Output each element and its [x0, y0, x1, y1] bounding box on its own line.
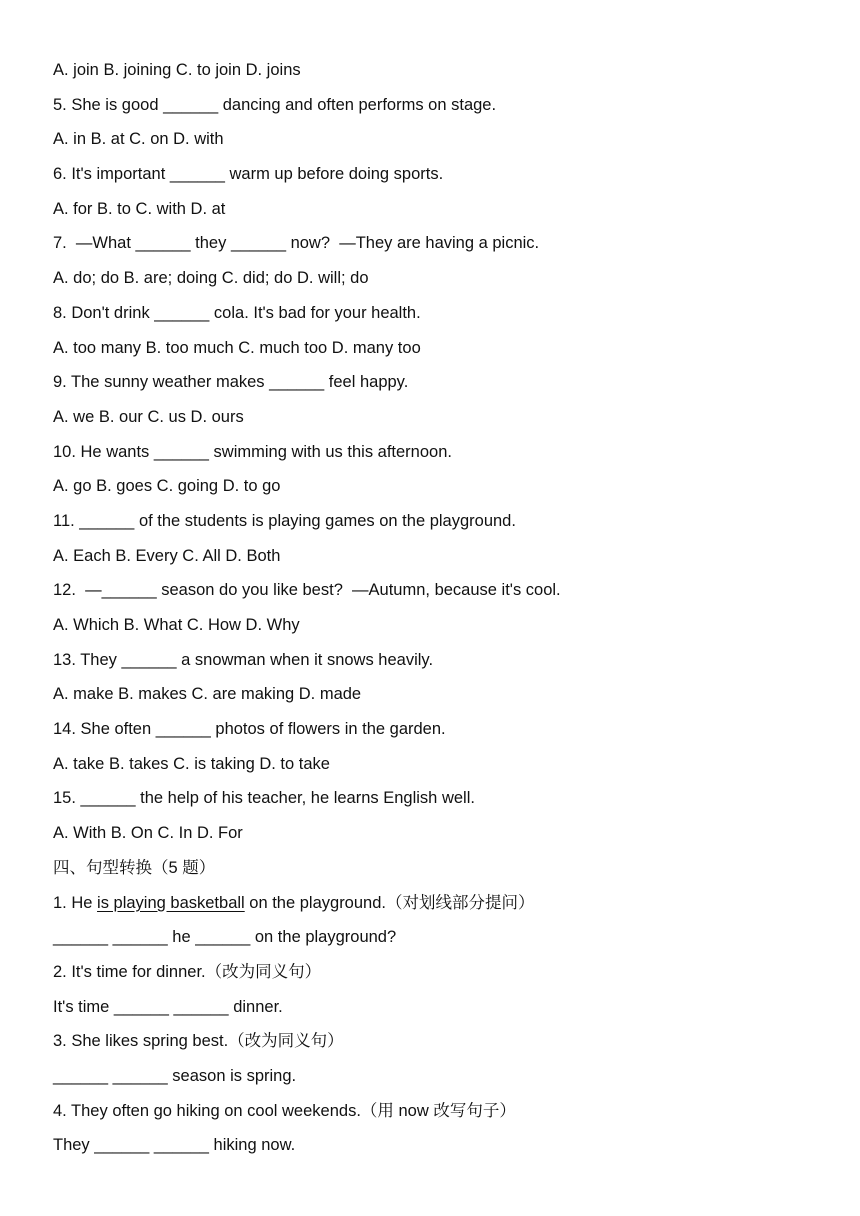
question-6: 6. It's important ______ warm up before doing sports.	[53, 165, 444, 184]
answer-options-q14: A. take B. takes C. is taking D. to take	[53, 754, 330, 773]
question-14: 14. She often ______ photos of flowers in the garden.	[53, 720, 446, 739]
answer-options-q11: A. Each B. Every C. All D. Both	[53, 546, 281, 565]
question-15: 15. ______ the help of his teacher, he learns English well.	[53, 789, 475, 808]
transform-answer-1: ______ ______ he ______ on the playground?	[53, 928, 397, 947]
answer-options-q4: A. join B. joining C. to join D. joins	[53, 61, 301, 79]
transform-q1-prefix: 1. He	[53, 893, 98, 912]
transform-question-4: 4. They often go hiking on cool weekends.（用 now 改写句子）	[53, 1101, 516, 1120]
transform-question-1	[53, 889, 833, 924]
section-heading: 四、句型转换（5 题）	[53, 858, 216, 877]
question-7: 7. —What ______ they ______ now? —They are having a picnic.	[53, 234, 540, 253]
transform-question-2: 2. It's time for dinner.（改为同义句）	[53, 962, 322, 981]
answer-options-q9: A. we B. our C. us D. ours	[53, 407, 244, 426]
answer-options-q10: A. go B. goes C. going D. to go	[53, 477, 281, 496]
question-10: 10. He wants ______ swimming with us this afternoon.	[53, 442, 452, 461]
answer-options-q13: A. make B. makes C. are making D. made	[53, 685, 362, 704]
worksheet-page	[53, 56, 833, 1166]
answer-options-q8: A. too many B. too much C. much too D. many too	[53, 338, 421, 357]
question-8: 8. Don't drink ______ cola. It's bad for your health.	[53, 303, 421, 322]
answer-options-q12: A. Which B. What C. How D. Why	[53, 616, 300, 634]
question-5: 5. She is good ______ dancing and often performs on stage.	[53, 95, 497, 114]
answer-options-q5: A. in B. at C. on D. with	[53, 130, 224, 149]
transform-answer-3: ______ ______ season is spring.	[53, 1066, 297, 1085]
transform-question-3: 3. She likes spring best.（改为同义句）	[53, 1032, 344, 1051]
question-12: 12. —______ season do you like best? —Autumn, because it's cool.	[53, 581, 561, 600]
transform-answer-2: It's time ______ ______ dinner.	[53, 997, 283, 1016]
transform-q1-suffix: on the playground.（对划线部分提问）	[244, 893, 535, 912]
answer-options-q15: A. With B. On C. In D. For	[53, 824, 243, 843]
question-11: 11. ______ of the students is playing games on the playground.	[53, 511, 516, 530]
transform-answer-4: They ______ ______ hiking now.	[53, 1136, 296, 1155]
transform-q1-underlined: is playing basketball	[97, 893, 245, 912]
question-9: 9. The sunny weather makes ______ feel happy.	[53, 373, 409, 392]
answer-options-q7: A. do; do B. are; doing C. did; do D. will; do	[53, 269, 369, 288]
answer-options-q6: A. for B. to C. with D. at	[53, 199, 226, 218]
question-13: 13. They ______ a snowman when it snows heavily.	[53, 650, 434, 669]
